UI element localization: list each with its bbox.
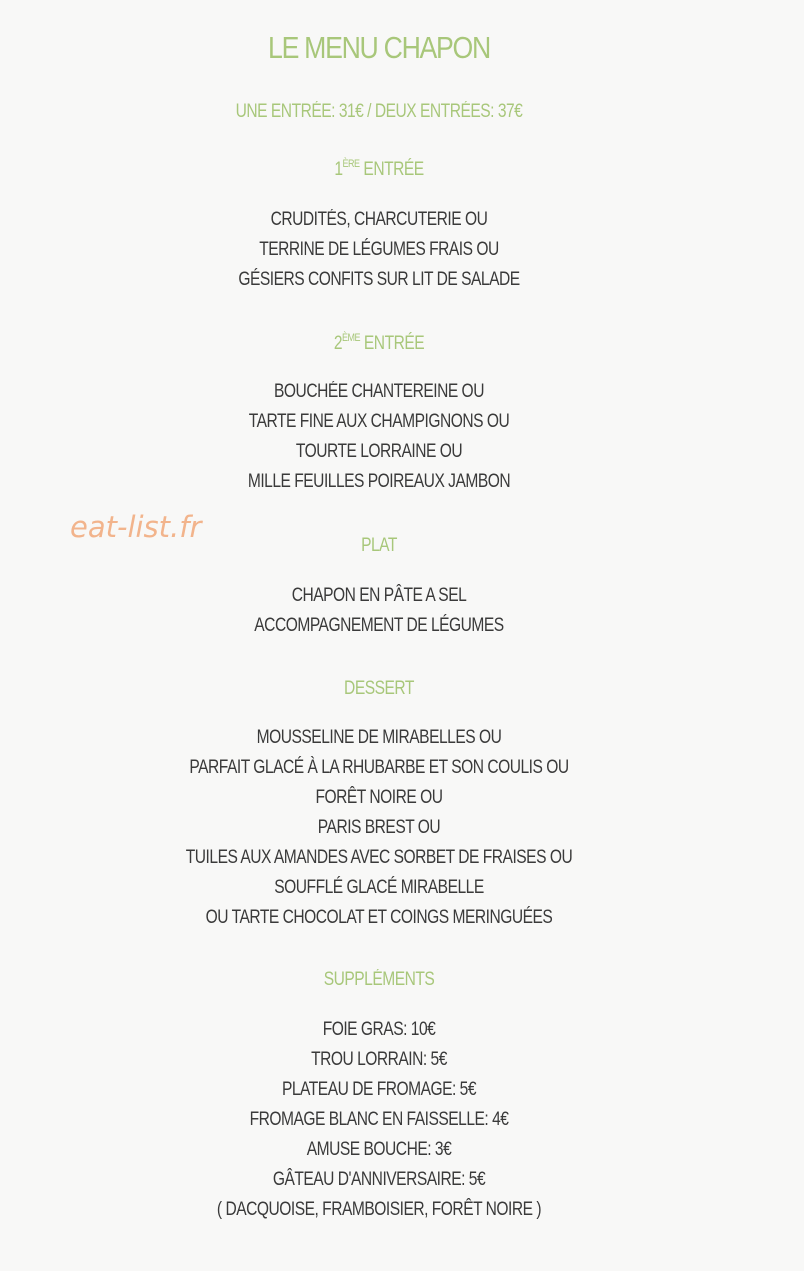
heading-superscript: ÈME xyxy=(341,332,361,344)
heading-superscript: ÈRE xyxy=(342,158,360,170)
menu-item: PARIS BREST OU xyxy=(317,817,441,838)
menu-item: MOUSSELINE DE MIRABELLES OU xyxy=(256,727,502,748)
section-heading-second-starter xyxy=(68,332,690,355)
menu-item: TERRINE DE LÉGUMES FRAIS OU xyxy=(259,239,499,260)
section-heading-dessert: DESSERT xyxy=(344,678,414,699)
menu-item: OU TARTE CHOCOLAT ET COINGS MERINGUÉES xyxy=(205,907,553,928)
pricing-line: UNE ENTRÉE: 31€ / DEUX ENTRÉES: 37€ xyxy=(235,101,523,122)
section-heading-first-starter xyxy=(68,158,690,181)
menu-item: TOURTE LORRAINE OU xyxy=(295,441,463,462)
menu-item: PLATEAU DE FROMAGE: 5€ xyxy=(281,1079,477,1100)
section-heading-supplements: SUPPLÉMENTS xyxy=(323,969,435,990)
menu-title: LE MENU CHAPON xyxy=(268,30,490,65)
menu-item: AMUSE BOUCHE: 3€ xyxy=(306,1139,452,1160)
menu-item: GÉSIERS CONFITS SUR LIT DE SALADE xyxy=(238,269,520,290)
menu-item: TROU LORRAIN: 5€ xyxy=(311,1049,447,1070)
menu-item: PARFAIT GLACÉ À LA RHUBARBE ET SON COULIS OU xyxy=(189,757,569,778)
menu-item: ACCOMPAGNEMENT DE LÉGUMES xyxy=(254,615,504,636)
heading-number: 1 xyxy=(334,159,343,180)
menu-item: GÂTEAU D'ANNIVERSAIRE: 5€ xyxy=(272,1169,486,1190)
section-items-main-course xyxy=(68,581,690,641)
menu-item: CHAPON EN PÂTE A SEL xyxy=(291,585,467,606)
watermark-text: eat-list.fr xyxy=(70,510,202,544)
section-heading-main-course: PLAT xyxy=(361,535,397,556)
section-items-second-starter xyxy=(68,377,690,497)
menu-item: SOUFFLÉ GLACÉ MIRABELLE xyxy=(274,877,484,898)
menu-item: ( DACQUOISE, FRAMBOISIER, FORÊT NOIRE ) xyxy=(216,1199,542,1220)
section-items-supplements xyxy=(68,1015,690,1225)
heading-text: ENTRÉE xyxy=(359,159,424,180)
menu-item: FOIE GRAS: 10€ xyxy=(322,1019,436,1040)
menu-item: BOUCHÉE CHANTEREINE OU xyxy=(274,381,484,402)
heading-text: ENTRÉE xyxy=(360,333,425,354)
menu-item: MILLE FEUILLES POIREAUX JAMBON xyxy=(247,471,511,492)
heading-number: 2 xyxy=(333,333,342,354)
menu-item: FORÊT NOIRE OU xyxy=(315,787,443,808)
menu-item: FROMAGE BLANC EN FAISSELLE: 4€ xyxy=(249,1109,509,1130)
menu-item: CRUDITÉS, CHARCUTERIE OU xyxy=(270,209,488,230)
section-items-first-starter xyxy=(68,205,690,295)
menu-item: TARTE FINE AUX CHAMPIGNONS OU xyxy=(248,411,510,432)
section-items-dessert xyxy=(68,723,690,933)
menu-item: TUILES AUX AMANDES AVEC SORBET DE FRAISES OU xyxy=(185,847,573,868)
